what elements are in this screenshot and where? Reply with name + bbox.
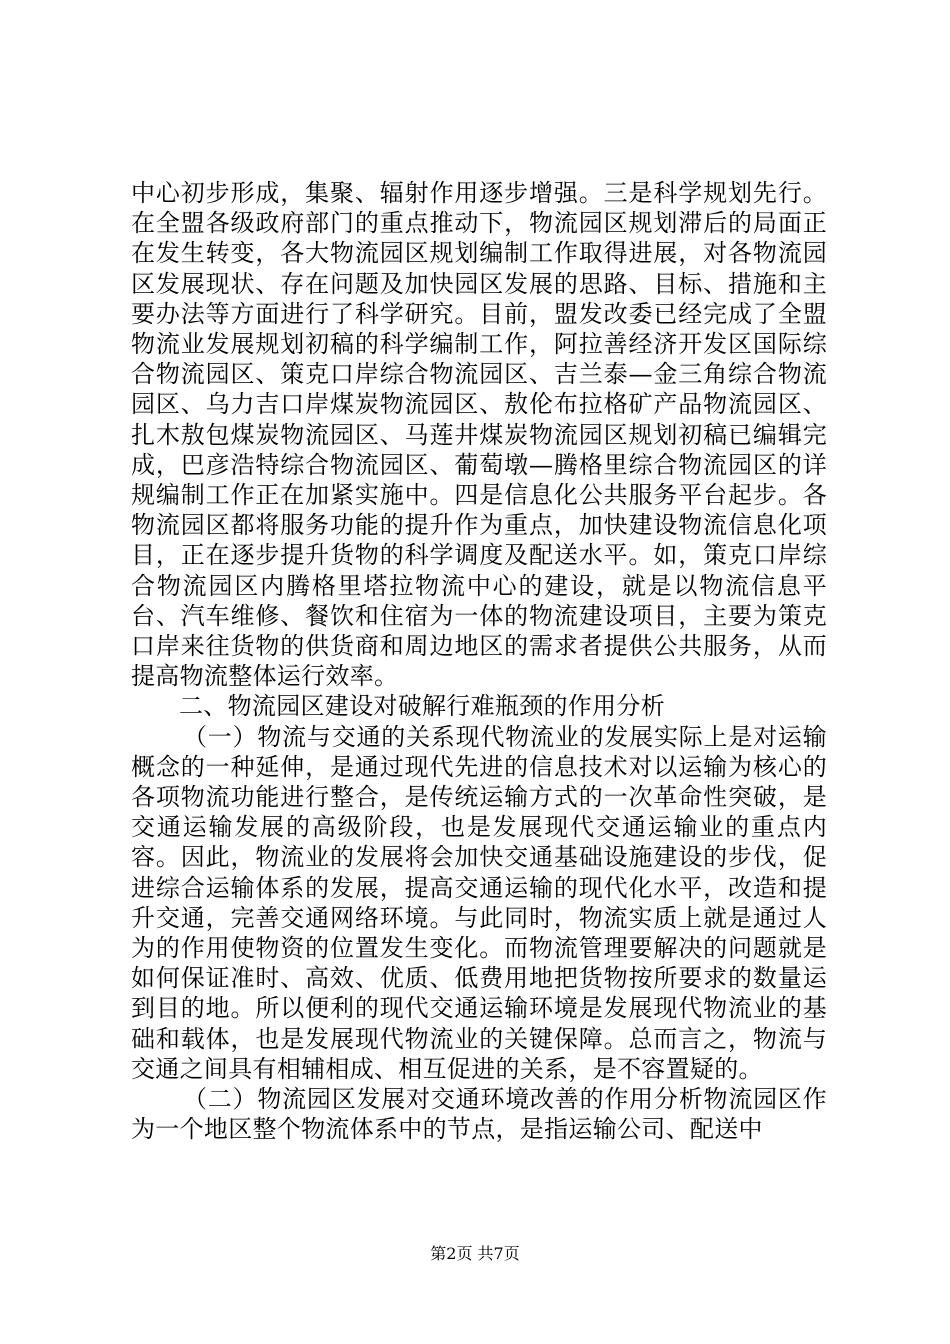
- page-number-footer: 第2页 共7页: [430, 1244, 520, 1263]
- paragraph-continuation: 中心初步形成，集聚、辐射作用逐步增强。三是科学规划先行。在全盟各级政府部门的重点推动下，物流园区规划滞后的局面正在发生转变，各大物流园区规划编制工作取得进展，对各物流园区发展现状、存在问题及加快园区发展的思路、目标、措施和主要办法等方面进行了科学研究。目前，盟发改委已经完成了全盟物流业发展规划初稿的科学编制工作，阿拉善经济开发区国际综合物流园区、策克口岸综合物流园区、吉兰泰—金三角综合物流园区、乌力吉口岸煤炭物流园区、敖伦布拉格矿产品物流园区、扎木敖包煤炭物流园区、马莲井煤炭物流园区规划初稿已编辑完成，巴彦浩特综合物流园区、葡萄墩—腾格里综合物流园区的详规编制工作正在加紧实施中。四是信息化公共服务平台起步。各物流园区都将服务功能的提升作为重点，加快建设物流信息化项目，正在逐步提升货物的科学调度及配送水平。如，策克口岸综合物流园区内腾格里塔拉物流中心的建设，就是以物流信息平台、汽车维修、餐饮和住宿为一体的物流建设项目，主要为策克口岸来往货物的供货商和周边地区的需求者提供公共服务，从而提高物流整体运行效率。: [131, 179, 827, 691]
- section-heading: 二、物流园区建设对破解行难瓶颈的作用分析: [179, 692, 665, 721]
- paragraph-subsection-2: （二）物流园区发展对交通环境改善的作用分析物流园区作为一个地区整个物流体系中的节点，是指运输公司、配送中: [131, 1085, 827, 1144]
- document-body: [131, 178, 827, 1145]
- paragraph-subsection-1: （一）物流与交通的关系现代物流业的发展实际上是对运输概念的一种延伸，是通过现代先进的信息技术对以运输为核心的各项物流功能进行整合，是传统运输方式的一次革命性突破，是交通运输发展的高级阶段，也是发展现代交通运输业的重点内容。因此，物流业的发展将会加快交通基础设施建设的步伐，促进综合运输体系的发展，提高交通运输的现代化水平，改造和提升交通，完善交通网络环境。与此同时，物流实质上就是通过人为的作用使物资的位置发生变化。而物流管理要解决的问题就是如何保证准时、高效、优质、低费用地把货物按所要求的数量运到目的地。所以便利的现代交通运输环境是发展现代物流业的基础和载体，也是发展现代物流业的关键保障。总而言之，物流与交通之间具有相辅相成、相互促进的关系，是不容置疑的。: [131, 722, 827, 1083]
